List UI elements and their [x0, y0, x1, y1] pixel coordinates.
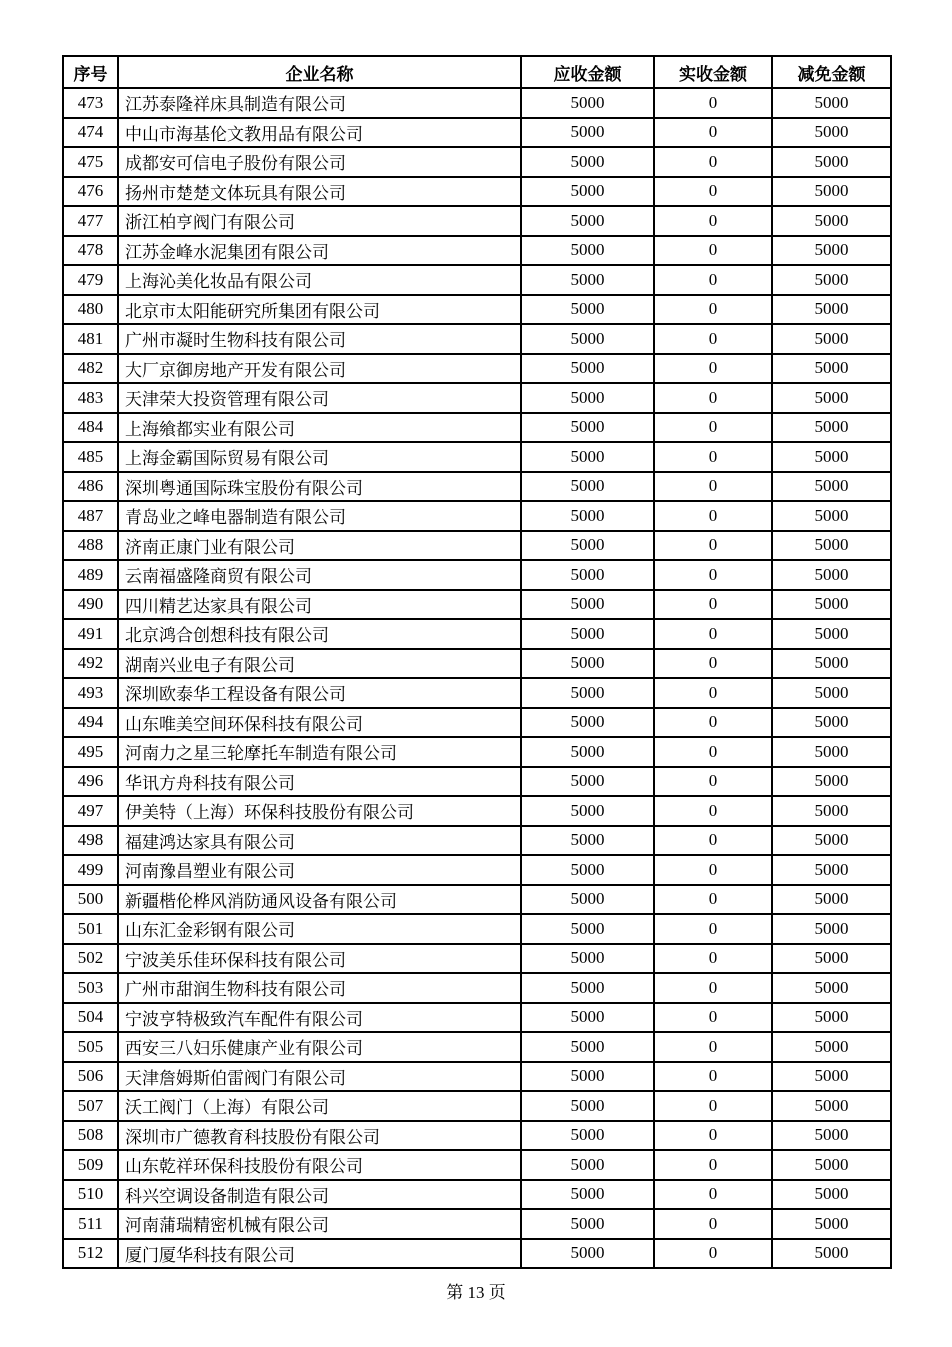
table-row	[63, 383, 891, 413]
cell-reduction-amount: 5000	[772, 1180, 891, 1210]
cell-received-amount: 0	[654, 206, 772, 236]
cell-reduction-amount: 5000	[772, 88, 891, 118]
table-row	[63, 708, 891, 738]
cell-receivable-amount: 5000	[521, 619, 654, 649]
cell-receivable-amount: 5000	[521, 354, 654, 384]
cell-company-name: 浙江柏亨阀门有限公司	[118, 206, 521, 236]
cell-index: 510	[63, 1180, 118, 1210]
cell-reduction-amount: 5000	[772, 619, 891, 649]
cell-receivable-amount: 5000	[521, 147, 654, 177]
cell-receivable-amount: 5000	[521, 265, 654, 295]
table-row	[63, 737, 891, 767]
header-row	[63, 56, 891, 88]
cell-receivable-amount: 5000	[521, 944, 654, 974]
table-row	[63, 236, 891, 266]
cell-receivable-amount: 5000	[521, 1032, 654, 1062]
cell-receivable-amount: 5000	[521, 413, 654, 443]
cell-index: 507	[63, 1091, 118, 1121]
page-number: 第 13 页	[446, 1283, 506, 1302]
cell-index: 500	[63, 885, 118, 915]
cell-received-amount: 0	[654, 590, 772, 620]
cell-index: 497	[63, 796, 118, 826]
table-row	[63, 501, 891, 531]
cell-index: 512	[63, 1239, 118, 1269]
cell-reduction-amount: 5000	[772, 796, 891, 826]
cell-reduction-amount: 5000	[772, 383, 891, 413]
table-row	[63, 1239, 891, 1269]
table-row	[63, 206, 891, 236]
cell-received-amount: 0	[654, 708, 772, 738]
cell-company-name: 新疆楷伦桦风消防通风设备有限公司	[118, 885, 521, 915]
cell-company-name: 山东乾祥环保科技股份有限公司	[118, 1150, 521, 1180]
cell-receivable-amount: 5000	[521, 88, 654, 118]
cell-index: 492	[63, 649, 118, 679]
cell-company-name: 山东唯美空间环保科技有限公司	[118, 708, 521, 738]
cell-company-name: 上海金霸国际贸易有限公司	[118, 442, 521, 472]
table-row	[63, 531, 891, 561]
table-body	[63, 88, 891, 1268]
column-header-received-amount: 实收金额	[654, 56, 772, 88]
cell-index: 493	[63, 678, 118, 708]
cell-received-amount: 0	[654, 265, 772, 295]
cell-company-name: 天津詹姆斯伯雷阀门有限公司	[118, 1062, 521, 1092]
cell-receivable-amount: 5000	[521, 1091, 654, 1121]
cell-company-name: 北京市太阳能研究所集团有限公司	[118, 295, 521, 325]
cell-received-amount: 0	[654, 295, 772, 325]
cell-received-amount: 0	[654, 1121, 772, 1151]
column-header-reduction-amount: 减免金额	[772, 56, 891, 88]
cell-index: 475	[63, 147, 118, 177]
cell-received-amount: 0	[654, 1062, 772, 1092]
cell-company-name: 宁波美乐佳环保科技有限公司	[118, 944, 521, 974]
cell-receivable-amount: 5000	[521, 531, 654, 561]
cell-reduction-amount: 5000	[772, 826, 891, 856]
cell-index: 483	[63, 383, 118, 413]
column-header-receivable-amount: 应收金额	[521, 56, 654, 88]
cell-receivable-amount: 5000	[521, 649, 654, 679]
cell-index: 486	[63, 472, 118, 502]
cell-reduction-amount: 5000	[772, 590, 891, 620]
cell-index: 506	[63, 1062, 118, 1092]
cell-company-name: 广州市凝时生物科技有限公司	[118, 324, 521, 354]
cell-receivable-amount: 5000	[521, 472, 654, 502]
cell-reduction-amount: 5000	[772, 472, 891, 502]
cell-received-amount: 0	[654, 737, 772, 767]
table-row	[63, 914, 891, 944]
fee-table	[62, 55, 892, 1269]
cell-reduction-amount: 5000	[772, 147, 891, 177]
cell-reduction-amount: 5000	[772, 442, 891, 472]
cell-reduction-amount: 5000	[772, 944, 891, 974]
cell-index: 487	[63, 501, 118, 531]
cell-index: 504	[63, 1003, 118, 1033]
cell-receivable-amount: 5000	[521, 796, 654, 826]
cell-reduction-amount: 5000	[772, 885, 891, 915]
cell-index: 502	[63, 944, 118, 974]
table-row	[63, 354, 891, 384]
cell-company-name: 沃工阀门（上海）有限公司	[118, 1091, 521, 1121]
table-row	[63, 1150, 891, 1180]
cell-reduction-amount: 5000	[772, 324, 891, 354]
cell-index: 511	[63, 1209, 118, 1239]
cell-reduction-amount: 5000	[772, 1091, 891, 1121]
cell-received-amount: 0	[654, 619, 772, 649]
cell-company-name: 西安三八妇乐健康产业有限公司	[118, 1032, 521, 1062]
cell-index: 478	[63, 236, 118, 266]
cell-reduction-amount: 5000	[772, 236, 891, 266]
cell-index: 498	[63, 826, 118, 856]
table-row	[63, 1121, 891, 1151]
cell-reduction-amount: 5000	[772, 914, 891, 944]
cell-received-amount: 0	[654, 973, 772, 1003]
cell-index: 485	[63, 442, 118, 472]
cell-received-amount: 0	[654, 1239, 772, 1269]
table-row	[63, 1091, 891, 1121]
cell-receivable-amount: 5000	[521, 1003, 654, 1033]
cell-receivable-amount: 5000	[521, 442, 654, 472]
table-row	[63, 678, 891, 708]
table-row	[63, 590, 891, 620]
cell-index: 474	[63, 118, 118, 148]
table-row	[63, 1180, 891, 1210]
table-row	[63, 1209, 891, 1239]
cell-receivable-amount: 5000	[521, 324, 654, 354]
cell-receivable-amount: 5000	[521, 118, 654, 148]
cell-received-amount: 0	[654, 1003, 772, 1033]
cell-company-name: 福建鸿达家具有限公司	[118, 826, 521, 856]
cell-received-amount: 0	[654, 944, 772, 974]
cell-received-amount: 0	[654, 560, 772, 590]
cell-index: 482	[63, 354, 118, 384]
cell-index: 490	[63, 590, 118, 620]
cell-received-amount: 0	[654, 354, 772, 384]
table-row	[63, 472, 891, 502]
cell-received-amount: 0	[654, 413, 772, 443]
cell-index: 501	[63, 914, 118, 944]
cell-reduction-amount: 5000	[772, 767, 891, 797]
cell-reduction-amount: 5000	[772, 973, 891, 1003]
cell-company-name: 厦门厦华科技有限公司	[118, 1239, 521, 1269]
cell-reduction-amount: 5000	[772, 118, 891, 148]
cell-company-name: 中山市海基伦文教用品有限公司	[118, 118, 521, 148]
cell-received-amount: 0	[654, 118, 772, 148]
cell-company-name: 北京鸿合创想科技有限公司	[118, 619, 521, 649]
table-row	[63, 855, 891, 885]
table-row	[63, 442, 891, 472]
cell-company-name: 济南正康门业有限公司	[118, 531, 521, 561]
cell-received-amount: 0	[654, 1180, 772, 1210]
cell-received-amount: 0	[654, 236, 772, 266]
table-row	[63, 767, 891, 797]
cell-company-name: 江苏金峰水泥集团有限公司	[118, 236, 521, 266]
cell-reduction-amount: 5000	[772, 855, 891, 885]
cell-company-name: 天津荣大投资管理有限公司	[118, 383, 521, 413]
cell-received-amount: 0	[654, 796, 772, 826]
cell-index: 489	[63, 560, 118, 590]
cell-reduction-amount: 5000	[772, 560, 891, 590]
cell-company-name: 广州市甜润生物科技有限公司	[118, 973, 521, 1003]
cell-index: 503	[63, 973, 118, 1003]
table-row	[63, 826, 891, 856]
cell-receivable-amount: 5000	[521, 590, 654, 620]
cell-company-name: 江苏泰隆祥床具制造有限公司	[118, 88, 521, 118]
table-row	[63, 88, 891, 118]
cell-reduction-amount: 5000	[772, 737, 891, 767]
cell-reduction-amount: 5000	[772, 1003, 891, 1033]
cell-receivable-amount: 5000	[521, 1062, 654, 1092]
cell-receivable-amount: 5000	[521, 501, 654, 531]
cell-reduction-amount: 5000	[772, 1121, 891, 1151]
cell-index: 484	[63, 413, 118, 443]
cell-reduction-amount: 5000	[772, 413, 891, 443]
cell-received-amount: 0	[654, 1032, 772, 1062]
column-header-company-name: 企业名称	[118, 56, 521, 88]
table-row	[63, 649, 891, 679]
cell-company-name: 河南力之星三轮摩托车制造有限公司	[118, 737, 521, 767]
cell-receivable-amount: 5000	[521, 1180, 654, 1210]
cell-index: 480	[63, 295, 118, 325]
cell-receivable-amount: 5000	[521, 1150, 654, 1180]
cell-received-amount: 0	[654, 1209, 772, 1239]
cell-index: 479	[63, 265, 118, 295]
cell-receivable-amount: 5000	[521, 708, 654, 738]
cell-received-amount: 0	[654, 501, 772, 531]
cell-reduction-amount: 5000	[772, 1239, 891, 1269]
cell-reduction-amount: 5000	[772, 649, 891, 679]
cell-received-amount: 0	[654, 1150, 772, 1180]
cell-index: 496	[63, 767, 118, 797]
cell-company-name: 河南豫昌塑业有限公司	[118, 855, 521, 885]
cell-receivable-amount: 5000	[521, 1121, 654, 1151]
cell-receivable-amount: 5000	[521, 236, 654, 266]
cell-company-name: 山东汇金彩钢有限公司	[118, 914, 521, 944]
table-header	[63, 56, 891, 88]
table-row	[63, 324, 891, 354]
cell-received-amount: 0	[654, 442, 772, 472]
cell-receivable-amount: 5000	[521, 767, 654, 797]
cell-receivable-amount: 5000	[521, 826, 654, 856]
cell-receivable-amount: 5000	[521, 177, 654, 207]
cell-reduction-amount: 5000	[772, 1209, 891, 1239]
cell-receivable-amount: 5000	[521, 560, 654, 590]
cell-reduction-amount: 5000	[772, 206, 891, 236]
cell-receivable-amount: 5000	[521, 914, 654, 944]
table-row	[63, 944, 891, 974]
cell-receivable-amount: 5000	[521, 855, 654, 885]
cell-index: 473	[63, 88, 118, 118]
cell-index: 508	[63, 1121, 118, 1151]
cell-index: 499	[63, 855, 118, 885]
cell-company-name: 科兴空调设备制造有限公司	[118, 1180, 521, 1210]
cell-received-amount: 0	[654, 531, 772, 561]
cell-received-amount: 0	[654, 177, 772, 207]
cell-company-name: 扬州市楚楚文体玩具有限公司	[118, 177, 521, 207]
table-row	[63, 885, 891, 915]
cell-received-amount: 0	[654, 767, 772, 797]
cell-received-amount: 0	[654, 855, 772, 885]
cell-received-amount: 0	[654, 826, 772, 856]
table-row	[63, 973, 891, 1003]
cell-receivable-amount: 5000	[521, 1209, 654, 1239]
cell-reduction-amount: 5000	[772, 1150, 891, 1180]
cell-received-amount: 0	[654, 914, 772, 944]
cell-company-name: 成都安可信电子股份有限公司	[118, 147, 521, 177]
cell-index: 488	[63, 531, 118, 561]
cell-reduction-amount: 5000	[772, 1032, 891, 1062]
cell-reduction-amount: 5000	[772, 678, 891, 708]
cell-received-amount: 0	[654, 324, 772, 354]
cell-company-name: 四川精艺达家具有限公司	[118, 590, 521, 620]
cell-reduction-amount: 5000	[772, 295, 891, 325]
cell-receivable-amount: 5000	[521, 737, 654, 767]
cell-company-name: 上海沁美化妆品有限公司	[118, 265, 521, 295]
table-row	[63, 1003, 891, 1033]
cell-receivable-amount: 5000	[521, 295, 654, 325]
table-row	[63, 118, 891, 148]
cell-reduction-amount: 5000	[772, 708, 891, 738]
table-row	[63, 796, 891, 826]
cell-reduction-amount: 5000	[772, 531, 891, 561]
cell-receivable-amount: 5000	[521, 973, 654, 1003]
cell-receivable-amount: 5000	[521, 383, 654, 413]
cell-index: 476	[63, 177, 118, 207]
cell-index: 509	[63, 1150, 118, 1180]
table-row	[63, 560, 891, 590]
cell-company-name: 宁波亨特极致汽车配件有限公司	[118, 1003, 521, 1033]
cell-receivable-amount: 5000	[521, 885, 654, 915]
cell-company-name: 青岛业之峰电器制造有限公司	[118, 501, 521, 531]
cell-company-name: 深圳粤通国际珠宝股份有限公司	[118, 472, 521, 502]
cell-received-amount: 0	[654, 147, 772, 177]
cell-index: 481	[63, 324, 118, 354]
cell-receivable-amount: 5000	[521, 206, 654, 236]
cell-company-name: 深圳市广德教育科技股份有限公司	[118, 1121, 521, 1151]
table-row	[63, 295, 891, 325]
cell-index: 477	[63, 206, 118, 236]
table-row	[63, 619, 891, 649]
cell-received-amount: 0	[654, 472, 772, 502]
cell-company-name: 云南福盛隆商贸有限公司	[118, 560, 521, 590]
cell-company-name: 上海飨都实业有限公司	[118, 413, 521, 443]
cell-index: 495	[63, 737, 118, 767]
cell-company-name: 伊美特（上海）环保科技股份有限公司	[118, 796, 521, 826]
table-row	[63, 265, 891, 295]
cell-reduction-amount: 5000	[772, 501, 891, 531]
cell-company-name: 深圳欧泰华工程设备有限公司	[118, 678, 521, 708]
table-row	[63, 177, 891, 207]
cell-company-name: 河南蒲瑞精密机械有限公司	[118, 1209, 521, 1239]
cell-reduction-amount: 5000	[772, 354, 891, 384]
column-header-index: 序号	[63, 56, 118, 88]
cell-index: 505	[63, 1032, 118, 1062]
cell-received-amount: 0	[654, 1091, 772, 1121]
cell-index: 494	[63, 708, 118, 738]
cell-reduction-amount: 5000	[772, 265, 891, 295]
cell-received-amount: 0	[654, 885, 772, 915]
cell-received-amount: 0	[654, 678, 772, 708]
cell-company-name: 华讯方舟科技有限公司	[118, 767, 521, 797]
table-row	[63, 1032, 891, 1062]
table-row	[63, 1062, 891, 1092]
cell-reduction-amount: 5000	[772, 1062, 891, 1092]
cell-receivable-amount: 5000	[521, 1239, 654, 1269]
cell-company-name: 湖南兴业电子有限公司	[118, 649, 521, 679]
cell-company-name: 大厂京御房地产开发有限公司	[118, 354, 521, 384]
table-row	[63, 147, 891, 177]
cell-reduction-amount: 5000	[772, 177, 891, 207]
cell-received-amount: 0	[654, 88, 772, 118]
table-row	[63, 413, 891, 443]
cell-received-amount: 0	[654, 649, 772, 679]
cell-received-amount: 0	[654, 383, 772, 413]
cell-receivable-amount: 5000	[521, 678, 654, 708]
cell-index: 491	[63, 619, 118, 649]
